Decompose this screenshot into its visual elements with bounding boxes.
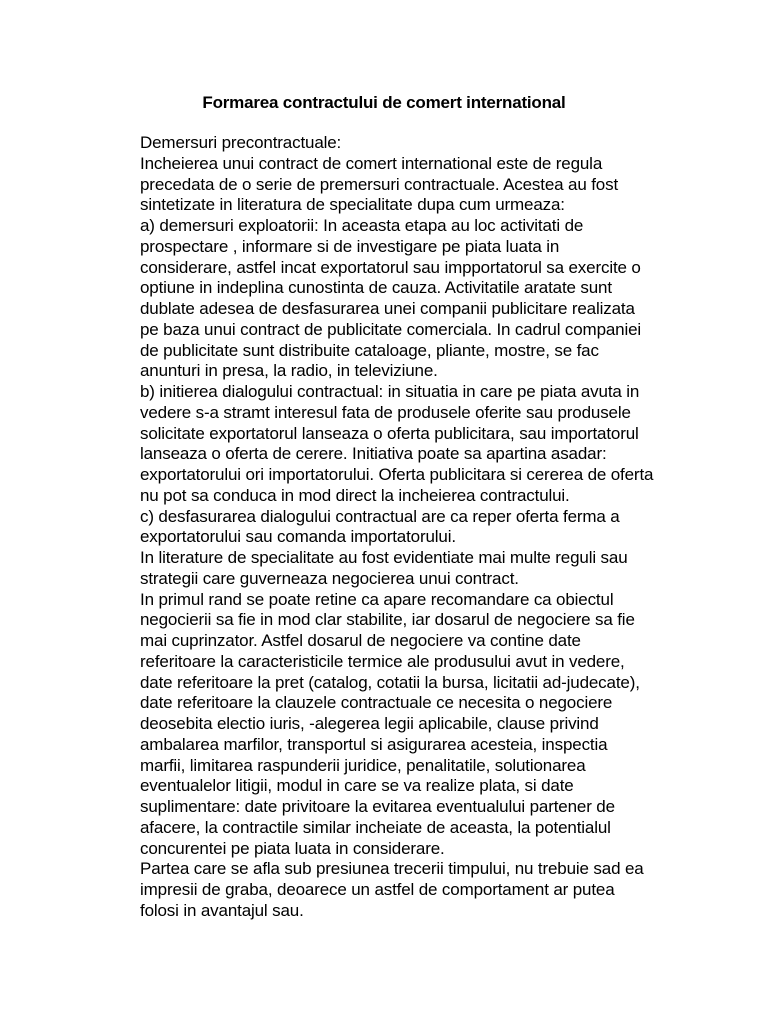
text-line: In primul rand se poate retine ca apare recomandare ca obiectul bbox=[140, 589, 614, 609]
text-line: strategii care guverneaza negocierea unui contract. bbox=[140, 568, 519, 588]
text-line: referitoare la caracteristicile termice ale produsului avut in vedere, bbox=[140, 651, 625, 671]
text-line: mai cuprinzator. Astfel dosarul de negociere va contine date bbox=[140, 631, 581, 650]
text-line: ambalarea marfilor, transportul si asigurarea acesteia, inspectia bbox=[140, 734, 608, 754]
text-line: concurentei pe piata luata in considerare. bbox=[140, 838, 445, 858]
text-line: a) demersuri exploatorii: In aceasta etapa au loc activitati de bbox=[140, 216, 584, 235]
text-line: Demersuri precontractuale: bbox=[140, 133, 342, 152]
text-line: Partea care se afla sub presiunea trecerii timpului, nu trebuie sad ea bbox=[140, 859, 644, 879]
text-line: c) desfasurarea dialogului contractual are ca reper oferta ferma a bbox=[140, 506, 620, 526]
text-line: afacere, la contractile similar incheiate de aceasta, la potentialul bbox=[140, 817, 611, 837]
text-line: exportatorului ori importatorului. Oferta publicitara si cererea de oferta bbox=[140, 465, 654, 484]
text-line: lanseaza o oferta de cerere. Initiativa poate sa apartina asadar: bbox=[140, 444, 607, 464]
text-line: pe baza unui contract de publicitate comerciala. In cadrul companiei bbox=[140, 319, 642, 339]
text-line: nu pot sa conduca in mod direct la incheierea contractului. bbox=[140, 485, 570, 505]
text-line: prospectare , informare si de investigare pe piata luata in bbox=[140, 236, 560, 256]
text-line: marfii, limitarea raspunderii juridice, penalitatile, solutionarea bbox=[140, 755, 586, 775]
text-line: dublate adesea de desfasurarea unei companii publicitare realizata bbox=[140, 299, 635, 318]
document-body bbox=[140, 133, 760, 922]
text-line: optiune in indeplina cunostinta de cauza. Activitatile aratate sunt bbox=[140, 278, 612, 298]
text-line: anunturi in presa, la radio, in televiziune. bbox=[140, 361, 438, 381]
text-line: date referitoare la clauzele contractuale ce necesita o negociere bbox=[140, 693, 613, 713]
text-line: de publicitate sunt distribuite cataloage, pliante, mostre, se fac bbox=[140, 340, 599, 360]
text-line: date referitoare la pret (catalog, cotatii la bursa, licitatii ad-judecate), bbox=[140, 672, 640, 692]
text-line: deosebita electio iuris, -alegerea legii aplicabile, clause privind bbox=[140, 714, 599, 733]
text-line: negocierii sa fie in mod clar stabilite, iar dosarul de negociere sa fie bbox=[140, 610, 635, 630]
text-line: folosi in avantajul sau. bbox=[140, 900, 304, 920]
text-line: vedere s-a stramt interesul fata de produsele oferite sau produsele bbox=[140, 402, 631, 422]
text-line: sintetizate in literatura de specialitate dupa cum urmeaza: bbox=[140, 195, 565, 215]
text-line: considerare, astfel incat exportatorul sau impportatorul sa exercite o bbox=[140, 257, 641, 277]
text-line: eventualelor litigii, modul in care se va realize plata, si date bbox=[140, 776, 574, 796]
text-line: b) initierea dialogului contractual: in situatia in care pe piata avuta in bbox=[140, 382, 640, 401]
text-line: precedata de o serie de premersuri contractuale. Acestea au fost bbox=[140, 174, 619, 194]
text-line: solicitate exportatorul lanseaza o oferta publicitara, sau importatorul bbox=[140, 423, 639, 443]
text-line: suplimentare: date privitoare la evitarea eventualului partener de bbox=[140, 797, 615, 816]
text-line: Incheierea unui contract de comert international este de regula bbox=[140, 153, 603, 173]
text-line: exportatorului sau comanda importatorului. bbox=[140, 527, 456, 547]
text-line: impresii de graba, deoarece un astfel de comportament ar putea bbox=[140, 880, 615, 899]
document-title: Formarea contractului de comert international bbox=[202, 93, 566, 112]
text-line: In literature de specialitate au fost evidentiate mai multe reguli sau bbox=[140, 548, 628, 567]
